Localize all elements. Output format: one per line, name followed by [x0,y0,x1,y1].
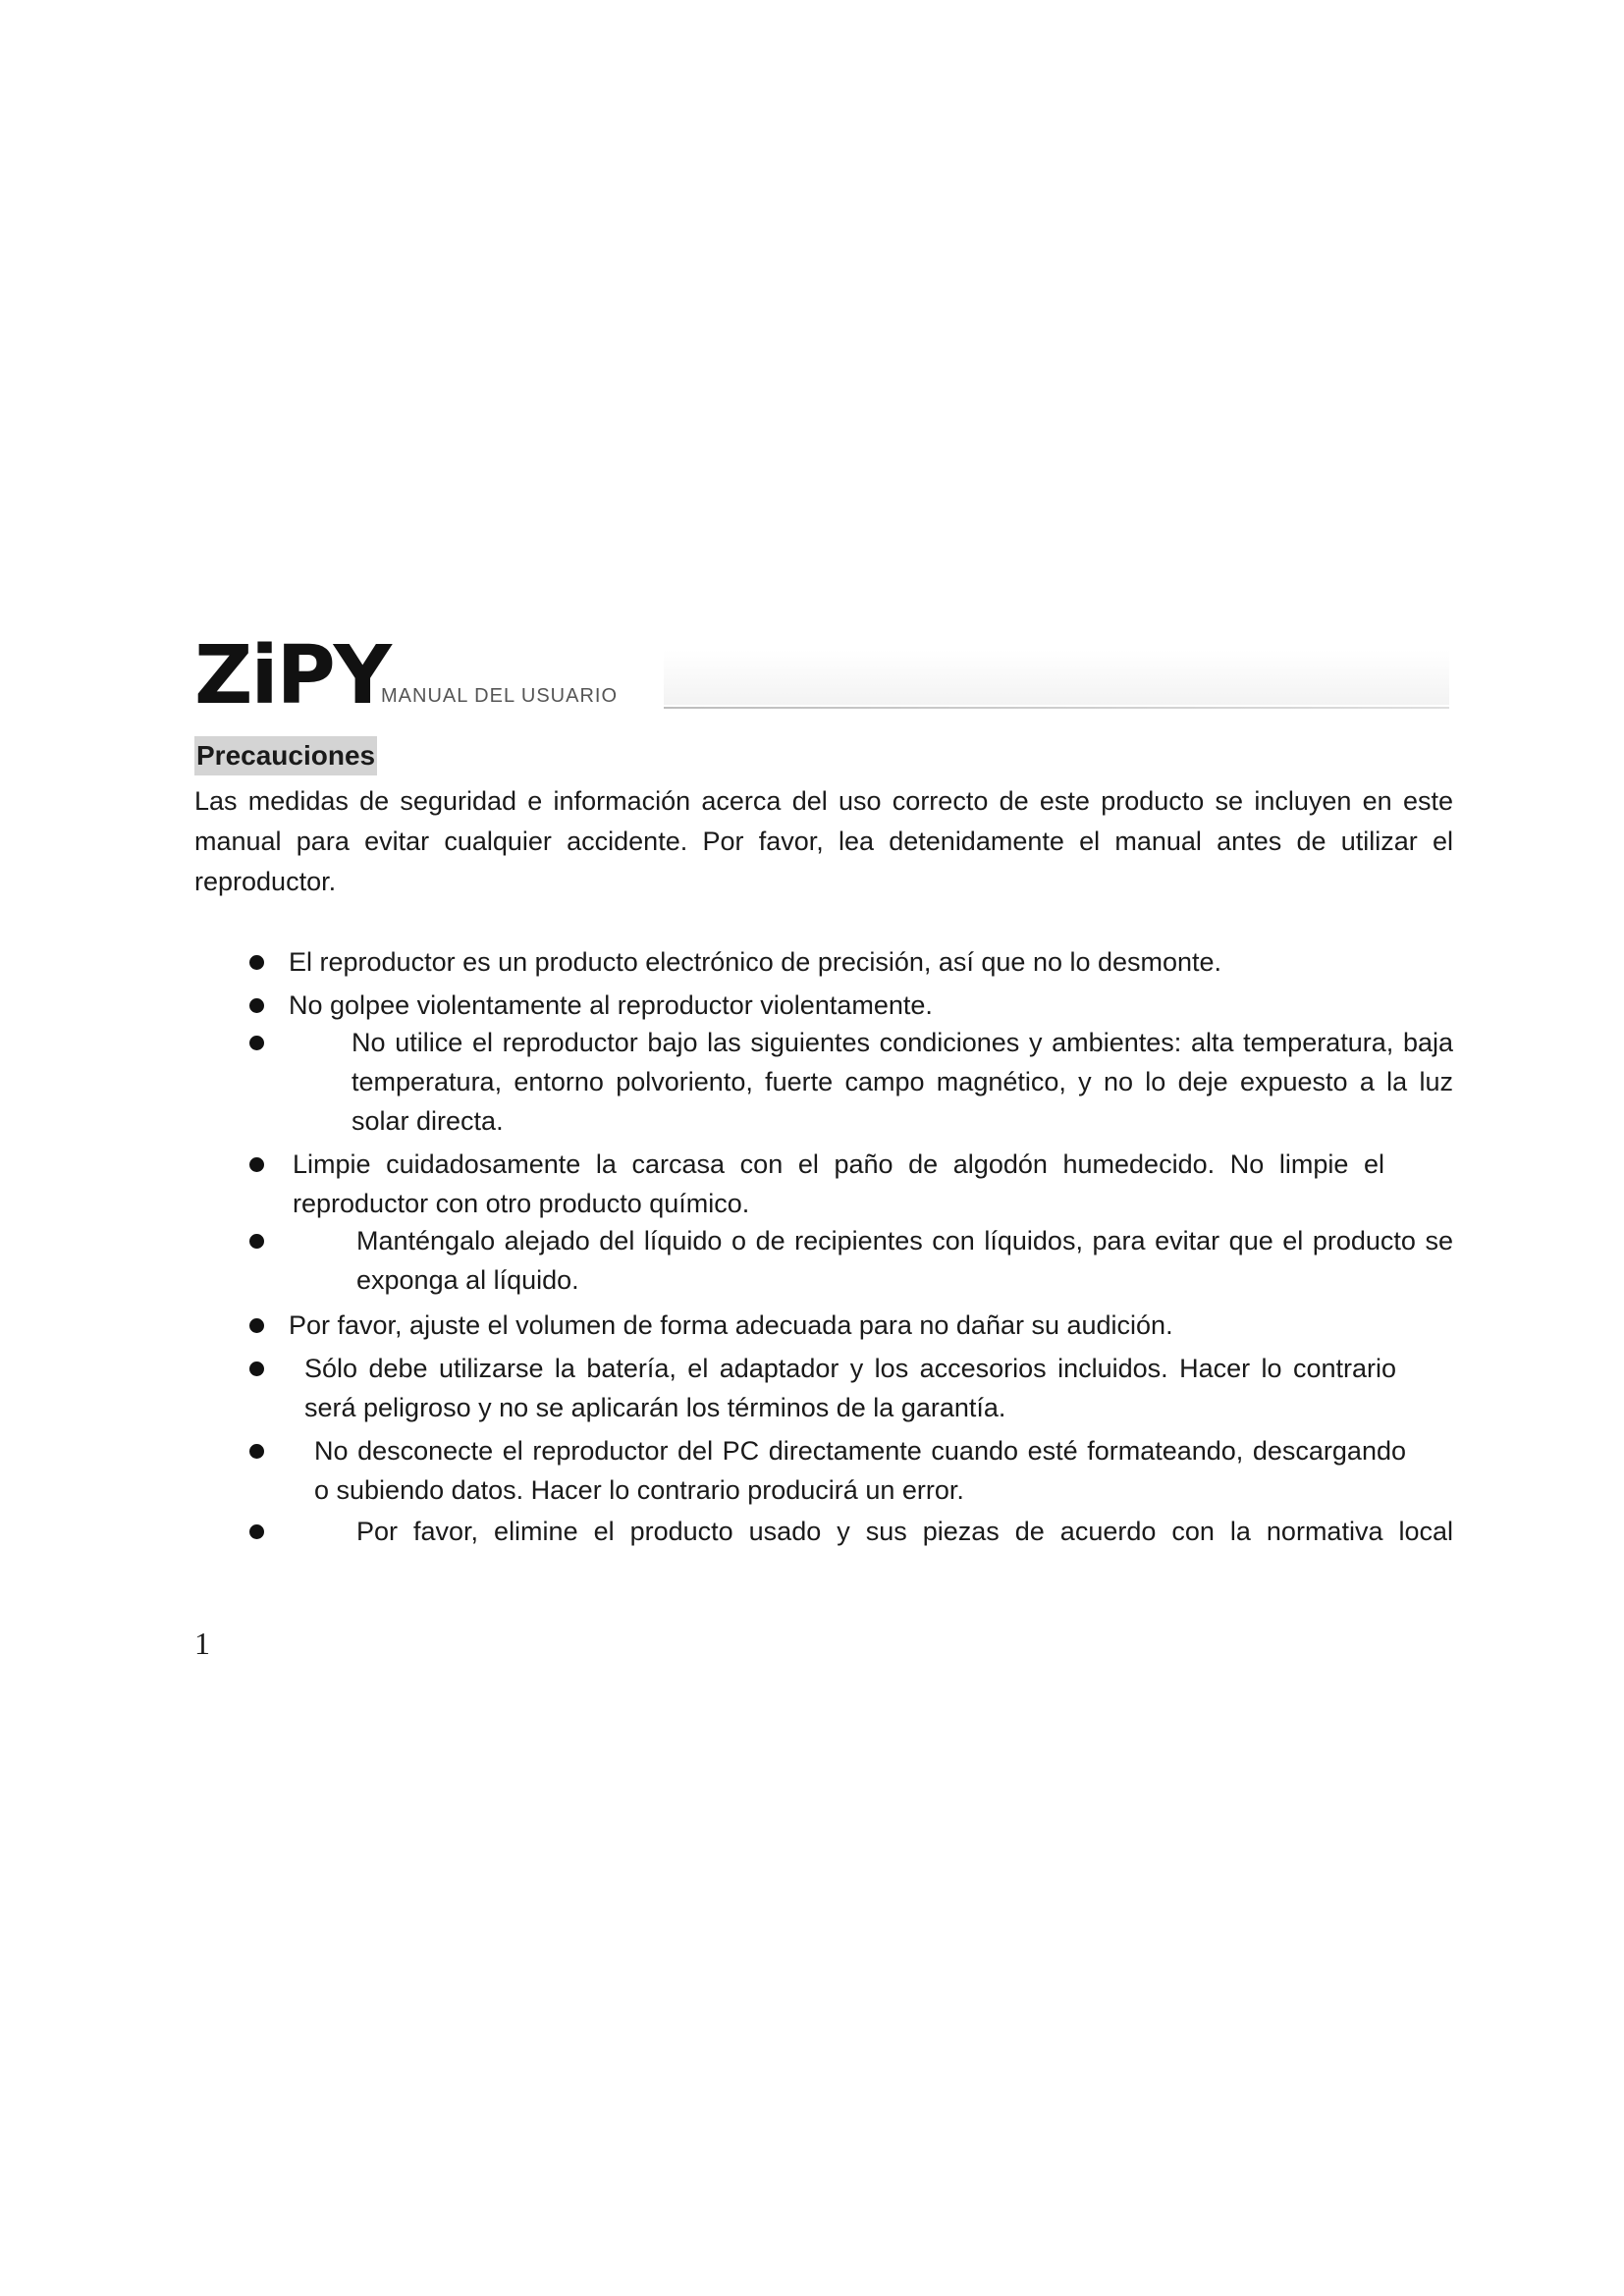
header-shade [664,650,1449,705]
intro-paragraph: Las medidas de seguridad e información acerca del uso correcto de este producto se incluyen en este manual para evitar cualquier accidente. Por favor, lea detenidamente el manual antes de utilizar el reproductor. [194,786,1453,896]
precautions-list [194,942,1453,1551]
bullet-icon [249,998,264,1013]
bullet-icon [249,1362,264,1376]
list-item [194,986,1453,1023]
zipy-logo: ZiPY [194,629,391,722]
list-item [194,1306,1453,1349]
list-item-text: Manténgalo alejado del líquido o de recipientes con líquidos, para evitar que el producto se exponga al líquido. [356,1226,1453,1295]
list-item-text: No utilice el reproductor bajo las siguientes condiciones y ambientes: alta temperatura, baja temperatura, entorno polvoriento, fuerte campo magnético, y no lo deje expuesto a la luz solar directa. [352,1028,1453,1136]
bullet-icon [249,1524,264,1539]
bullet-icon [249,1234,264,1249]
list-item [194,1512,1453,1551]
list-item-text: Por favor, elimine el producto usado y sus piezas de acuerdo con la normativa local [356,1517,1453,1546]
list-item [194,1431,1453,1512]
page-number: 1 [194,1626,210,1661]
bullet-icon [249,1318,264,1333]
list-item [194,1221,1453,1306]
bullet-icon [249,1036,264,1050]
list-item-text: Sólo debe utilizarse la batería, el adaptador y los accesorios incluidos. Hacer lo contrario será peligroso y no se aplicarán los términos de la garantía. [304,1354,1396,1422]
list-item [194,1023,1453,1145]
list-item-text: No desconecte el reproductor del PC directamente cuando esté formateando, descargando o subiendo datos. Hacer lo contrario producirá un error. [314,1436,1406,1505]
list-item-text: Limpie cuidadosamente la carcasa con el paño de algodón humedecido. No limpie el reproductor con otro producto químico. [293,1149,1384,1218]
list-item [194,1349,1453,1431]
bullet-icon [249,955,264,970]
list-item [194,942,1453,986]
list-item-text: El reproductor es un producto electrónico de precisión, así que no lo desmonte. [289,947,1222,977]
list-item-text: No golpee violentamente al reproductor violentamente. [289,990,933,1020]
bullet-icon [249,1444,264,1459]
section-title: Precauciones [194,736,377,775]
bullet-icon [249,1157,264,1172]
manual-subtitle: MANUAL DEL USUARIO [381,685,619,707]
manual-header [194,629,1449,722]
list-item [194,1145,1453,1221]
header-divider [664,707,1449,709]
list-item-text: Por favor, ajuste el volumen de forma adecuada para no dañar su audición. [289,1310,1173,1340]
